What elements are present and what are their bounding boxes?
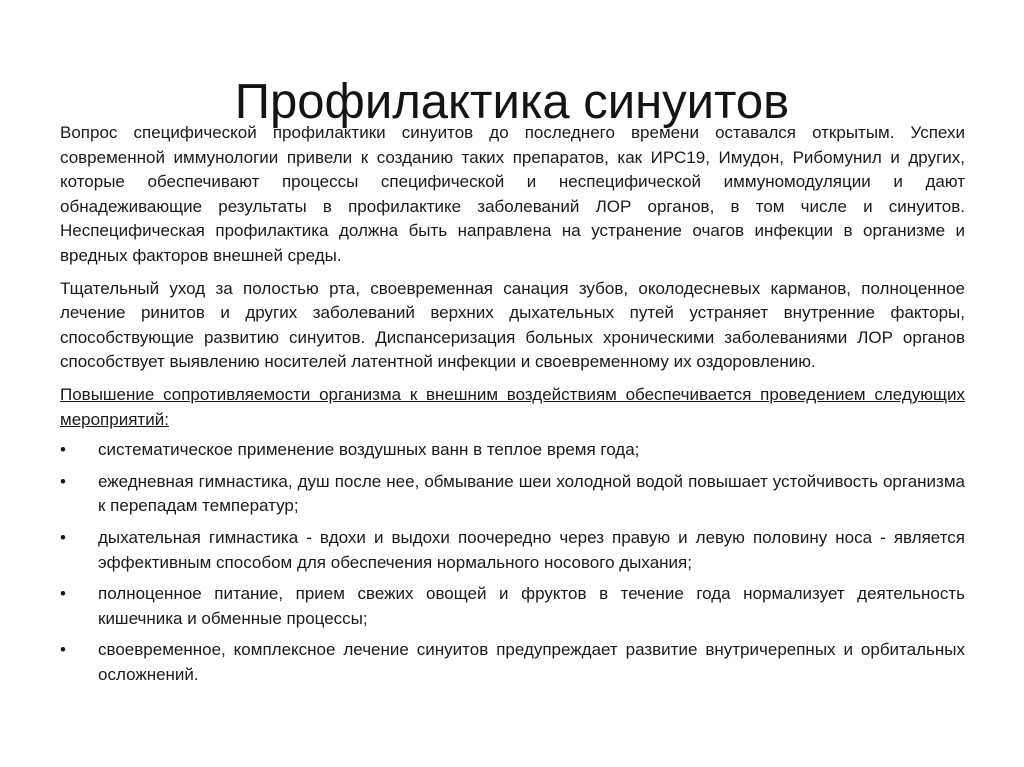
list-item-text: своевременное, комплексное лечение синуитов предупреждает развитие внутричерепных и орбитальных осложнений. <box>98 640 965 684</box>
list-item <box>60 582 965 631</box>
list-item-text: систематическое применение воздушных ванн в теплое время года; <box>98 440 640 460</box>
bullet-icon: • <box>60 640 66 660</box>
bullet-icon: • <box>60 527 66 547</box>
list-item <box>60 438 965 463</box>
bullet-icon: • <box>60 584 66 604</box>
list-item-text: ежедневная гимнастика, душ после нее, обмывание шеи холодной водой повышает устойчивость организма к перепадам температур; <box>98 471 965 516</box>
slide-title: Профилактика синуитов <box>234 75 790 129</box>
paragraph-care: Тщательный уход за полостью рта, своевременная санация зубов, околодесневых карманов, полноценное лечение ринитов и других заболеваний верхних дыхательных путей устраняет внутренние факторы, способствующие развитию синуитов. Диспансеризация больных хроническими заболеваниями ЛОР органов способствует выявлению носителей латентной инфекции и своевременному их оздоровлению. <box>60 278 965 372</box>
list-item <box>60 470 965 519</box>
paragraph-intro: Вопрос специфической профилактики синуитов до последнего времени оставался открытым. Успехи современной иммунологии привели к созданию таких препаратов, как ИРС19, Имудон, Рибомунил и других, которые обеспечивают процессы специфической и неспецифической иммуномодуляции и дают обнадеживающие результаты в профилактике заболеваний ЛОР органов, в том числе и синуитов. Неспецифическая профилактика должна быть направлена на устранение очагов инфекции в организме и вредных факторов внешней среды. <box>60 123 965 265</box>
list-item-text: дыхательная гимнастика - вдохи и выдохи поочередно через правую и левую половину носа - является эффективным способом для обеспечения нормального носового дыхания; <box>98 527 965 572</box>
list-item <box>60 638 965 687</box>
underlined-heading: Повышение сопротивляемости организма к внешним воздействиям обеспечивается проведением следующих мероприятий: <box>60 384 965 429</box>
bullet-list <box>60 438 965 687</box>
bullet-icon: • <box>60 471 66 491</box>
bullet-icon: • <box>60 440 66 460</box>
list-item <box>60 526 965 575</box>
slide-content <box>60 121 965 694</box>
list-item-text: полноценное питание, прием свежих овощей и фруктов в течение года нормализует деятельность кишечника и обменные процессы; <box>98 584 965 628</box>
